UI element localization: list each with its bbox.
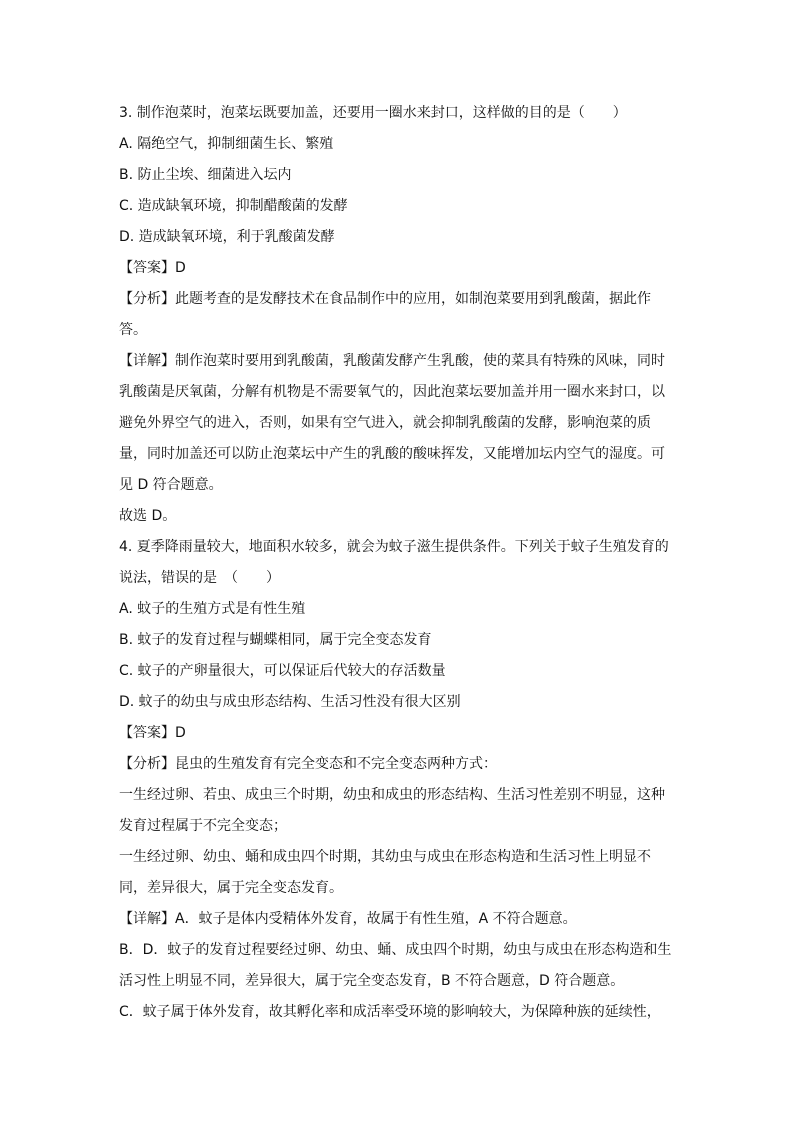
q3-detail-line: 乳酸菌是厌氧菌，分解有机物是不需要氧气的，因此泡菜坛要加盖并用一圈水来封口，以	[119, 384, 665, 400]
q4-analysis-line: 一生经过卵、若虫、成虫三个时期，幼虫和成虫的形态结构、生活习性差别不明显，这种	[119, 787, 665, 803]
q4-detail-line: B．D．蚊子的发育过程要经过卵、幼虫、蛹、成虫四个时期，幼虫与成虫在形态构造和生	[119, 942, 672, 958]
q4-detail-line: 活习性上明显不同，差异很大，属于完全变态发育，B 不符合题意，D 符合题意。	[119, 973, 625, 989]
q3-stem: 3. 制作泡菜时，泡菜坛既要加盖，还要用一圈水来封口，这样做的目的是（ ）	[119, 105, 627, 121]
question-content	[119, 98, 679, 1028]
q3-answer: 【答案】D	[119, 260, 186, 276]
q4-option-b: B. 蚊子的发育过程与蝴蝶相同，属于完全变态发育	[119, 632, 432, 648]
q4-answer: 【答案】D	[119, 725, 186, 741]
q4-option-c: C. 蚊子的产卵量很大，可以保证后代较大的存活数量	[119, 663, 446, 679]
q3-analysis-line: 答。	[119, 322, 147, 338]
q4-detail-line: 【详解】A．蚊子是体内受精体外发育，故属于有性生殖，A 不符合题意。	[119, 911, 577, 927]
q4-analysis-line: 发育过程属于不完全变态；	[119, 818, 287, 834]
q4-option-d: D. 蚊子的幼虫与成虫形态结构、生活习性没有很大区别	[119, 694, 461, 710]
q4-option-a: A. 蚊子的生殖方式是有性生殖	[119, 601, 306, 617]
q3-detail-line: 见 D 符合题意。	[119, 477, 223, 493]
q3-option-b: B. 防止尘埃、细菌进入坛内	[119, 167, 292, 183]
q4-analysis-line: 【分析】昆虫的生殖发育有完全变态和不完全变态两种方式：	[119, 756, 497, 772]
q4-detail-line: C．蚊子属于体外发育，故其孵化率和成活率受环境的影响较大，为保障种族的延续性，	[119, 1004, 661, 1020]
q3-option-c: C. 造成缺氧环境，抑制醋酸菌的发酵	[119, 198, 348, 214]
q3-option-d: D. 造成缺氧环境，利于乳酸菌发酵	[119, 229, 335, 245]
q3-option-a: A. 隔绝空气，抑制细菌生长、繁殖	[119, 136, 334, 152]
q4-analysis-line: 一生经过卵、幼虫、蛹和成虫四个时期，其幼虫与成虫在形态构造和生活习性上明显不	[119, 849, 651, 865]
q4-stem-line: 说法，错误的是 （ ）	[119, 570, 280, 586]
q3-analysis-line: 【分析】此题考查的是发酵技术在食品制作中的应用，如制泡菜要用到乳酸菌，据此作	[119, 291, 651, 307]
q4-stem-line: 4. 夏季降雨量较大，地面积水较多，就会为蚊子滋生提供条件。下列关于蚊子生殖发育的	[119, 539, 669, 555]
q3-conclusion: 故选 D。	[119, 508, 177, 524]
q4-analysis-line: 同，差异很大，属于完全变态发育。	[119, 880, 343, 896]
q3-detail-line: 避免外界空气的进入，否则，如果有空气进入，就会抑制乳酸菌的发酵，影响泡菜的质	[119, 415, 651, 431]
q3-detail-line: 量，同时加盖还可以防止泡菜坛中产生的乳酸的酸味挥发，又能增加坛内空气的湿度。可	[119, 446, 665, 462]
q3-detail-line: 【详解】制作泡菜时要用到乳酸菌，乳酸菌发酵产生乳酸，使的菜具有特殊的风味，同时	[119, 353, 665, 369]
